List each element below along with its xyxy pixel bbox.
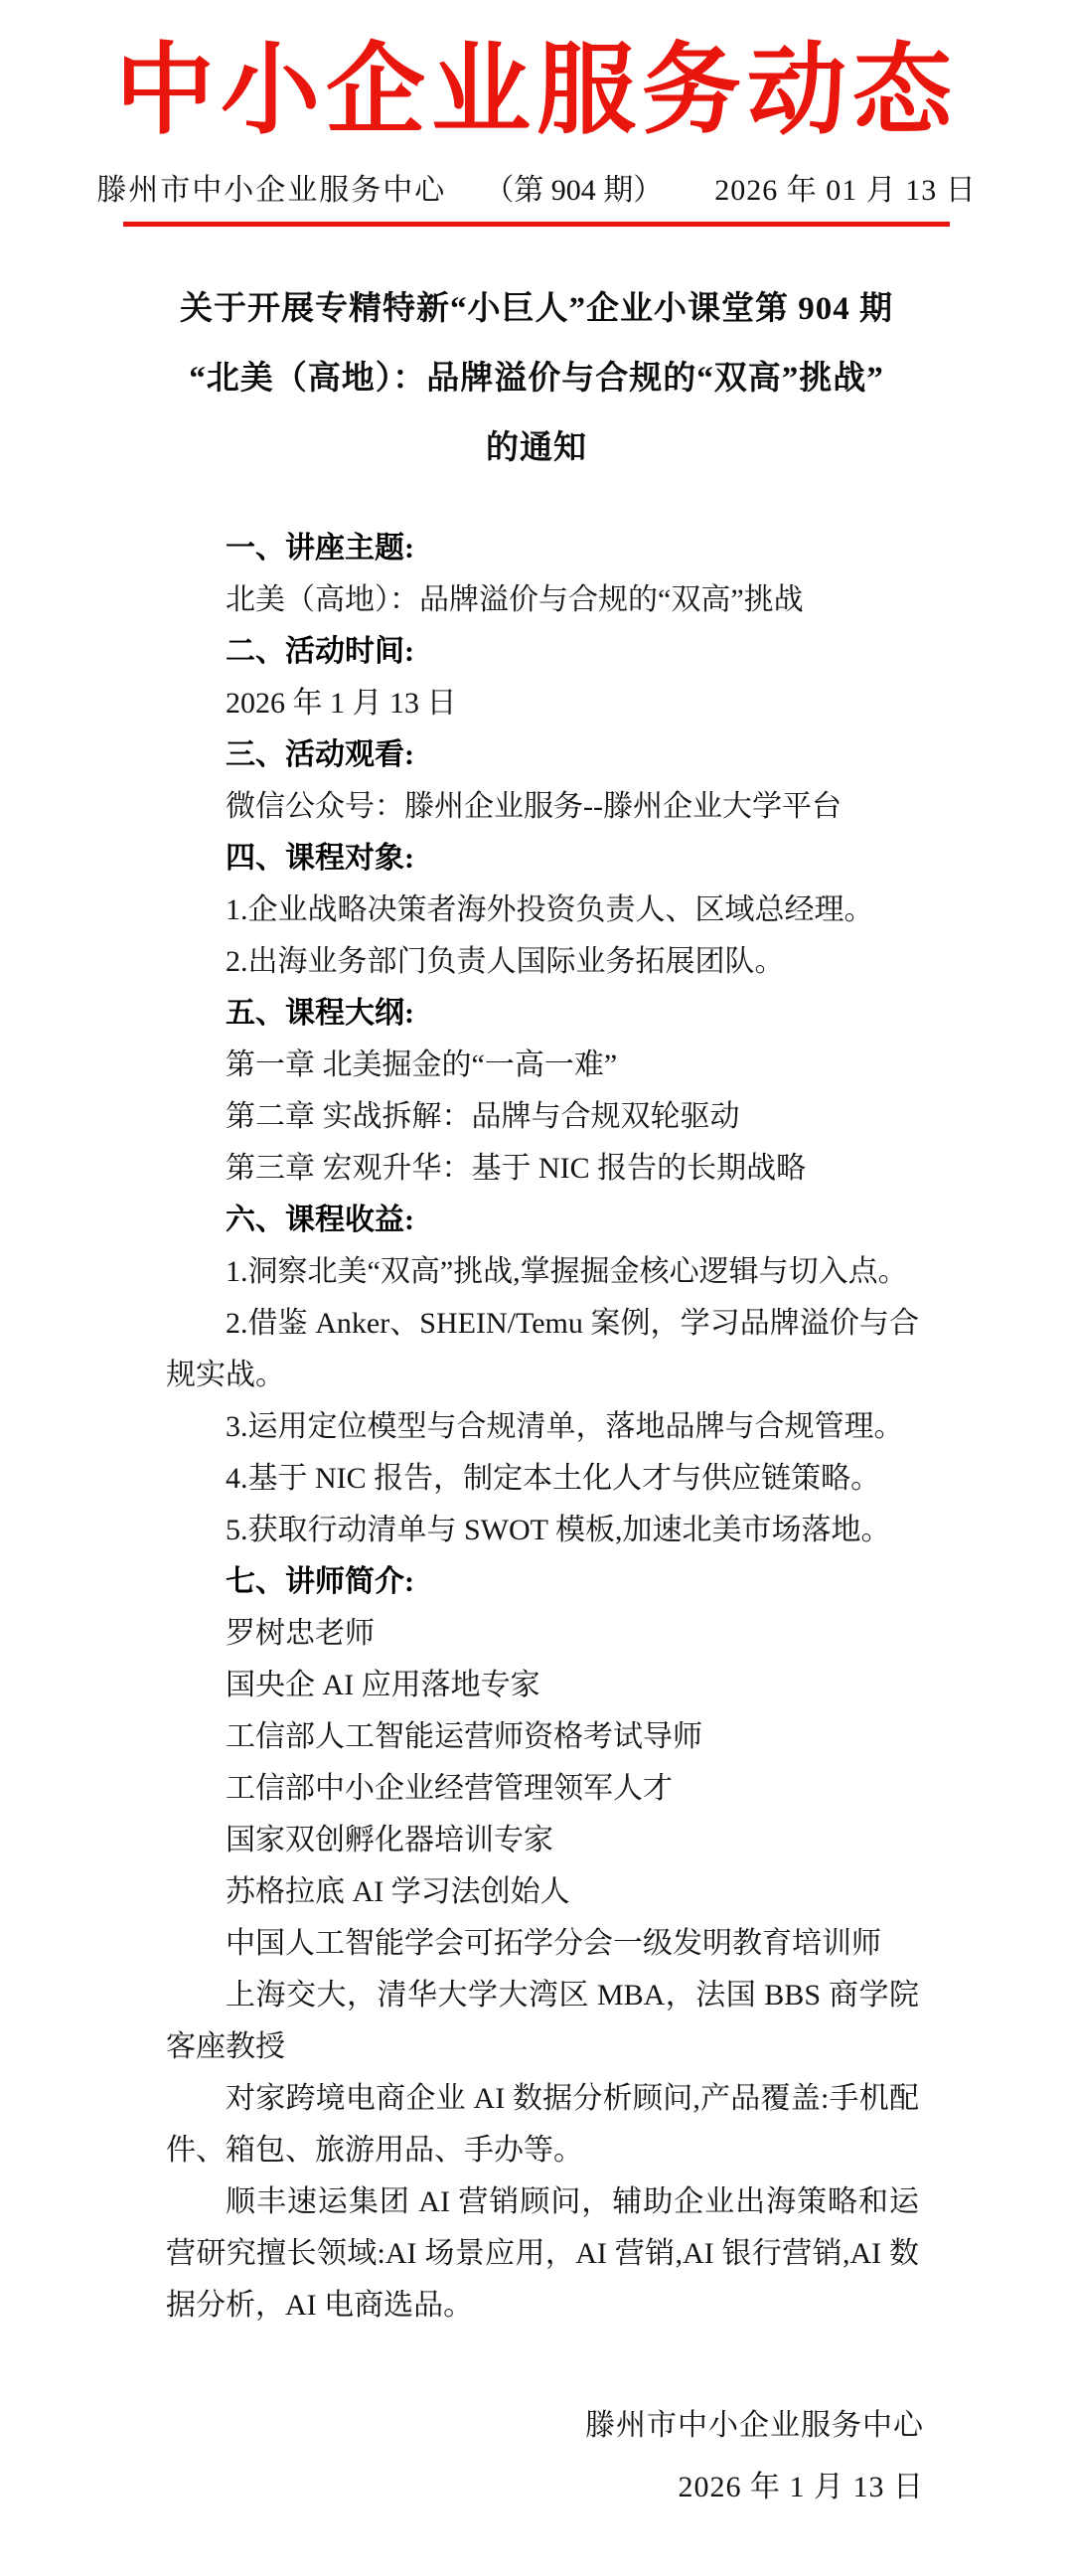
body-paragraph: 罗树忠老师 (226, 1617, 375, 1650)
document-title-line-2: “北美（高地）：品牌溢价与合规的“双高”挑战” (189, 361, 884, 397)
signature-block (0, 2395, 1073, 2576)
masthead-issue-number: （第 904 期） (484, 174, 664, 207)
body-paragraph: 第二章 实战拆解：品牌与合规双轮驱动 (226, 1100, 740, 1133)
section-heading: 四、课程对象: (226, 842, 414, 875)
document-title-line-1: 关于开展专精特新“小巨人”企业小课堂第 904 期 (180, 291, 893, 327)
body-paragraph: 2.借鉴 Anker、SHEIN/Temu 案例，学习品牌溢价与合规实战。 (166, 1307, 919, 1391)
body-paragraph: 4.基于 NIC 报告，制定本土化人才与供应链策略。 (226, 1462, 881, 1495)
signature-date: 2026 年 1 月 13 日 (678, 2471, 924, 2503)
body-paragraph: 2026 年 1 月 13 日 (226, 687, 457, 720)
body-paragraph: 国央企 AI 应用落地专家 (226, 1669, 540, 1701)
document-body (166, 523, 919, 2332)
body-paragraph: 微信公众号：滕州企业服务--滕州企业大学平台 (226, 790, 842, 823)
section-heading: 七、讲师简介: (226, 1565, 414, 1598)
section-heading: 三、活动观看: (226, 738, 414, 771)
section-heading: 五、课程大纲: (226, 997, 414, 1030)
section-heading: 二、活动时间: (226, 635, 414, 668)
body-paragraph: 工信部人工智能运营师资格考试导师 (226, 1720, 702, 1753)
signature-org: 滕州市中小企业服务中心 (585, 2409, 924, 2442)
section-heading: 一、讲座主题: (226, 532, 414, 564)
body-paragraph: 上海交大，清华大学大湾区 MBA，法国 BBS 商学院客座教授 (166, 1979, 919, 2063)
masthead-title: 中小企业服务动态 (115, 36, 958, 146)
body-paragraph: 国家双创孵化器培训专家 (226, 1824, 553, 1856)
document-title-line-3: 的通知 (486, 430, 587, 466)
body-paragraph: 北美（高地）：品牌溢价与合规的“双高”挑战 (226, 583, 804, 616)
body-paragraph: 对家跨境电商企业 AI 数据分析顾问,产品覆盖:手机配件、箱包、旅游用品、手办等。 (166, 2082, 919, 2167)
body-paragraph: 第三章 宏观升华：基于 NIC 报告的长期战略 (226, 1152, 807, 1185)
masthead (0, 38, 1073, 227)
masthead-meta (0, 165, 1073, 209)
body-paragraph: 5.获取行动清单与 SWOT 模板,加速北美市场落地。 (226, 1514, 891, 1546)
body-paragraph: 1.洞察北美“双高”挑战,掌握掘金核心逻辑与切入点。 (226, 1255, 908, 1288)
body-paragraph: 第一章 北美掘金的“一高一难” (226, 1048, 618, 1081)
document-title (0, 274, 1073, 483)
body-paragraph: 顺丰速运集团 AI 营销顾问，辅助企业出海策略和运营研究擅长领域:AI 场景应用，AI 营销,AI 银行营销,AI 数据分析，AI 电商选品。 (166, 2185, 919, 2322)
body-paragraph: 3.运用定位模型与合规清单，落地品牌与合规管理。 (226, 1410, 904, 1443)
body-paragraph: 中国人工智能学会可拓学分会一级发明教育培训师 (226, 1927, 881, 1960)
body-paragraph: 工信部中小企业经营管理领军人才 (226, 1772, 673, 1805)
masthead-divider-rule (123, 222, 950, 227)
body-paragraph: 苏格拉底 AI 学习法创始人 (226, 1875, 570, 1908)
section-heading: 六、课程收益: (226, 1204, 414, 1236)
body-paragraph: 2.出海业务部门负责人国际业务拓展团队。 (226, 945, 785, 978)
body-paragraph: 1.企业战略决策者海外投资负责人、区域总经理。 (226, 893, 874, 926)
masthead-date: 2026 年 01 月 13 日 (714, 174, 977, 207)
masthead-issuer: 滕州市中小企业服务中心 (96, 174, 447, 207)
